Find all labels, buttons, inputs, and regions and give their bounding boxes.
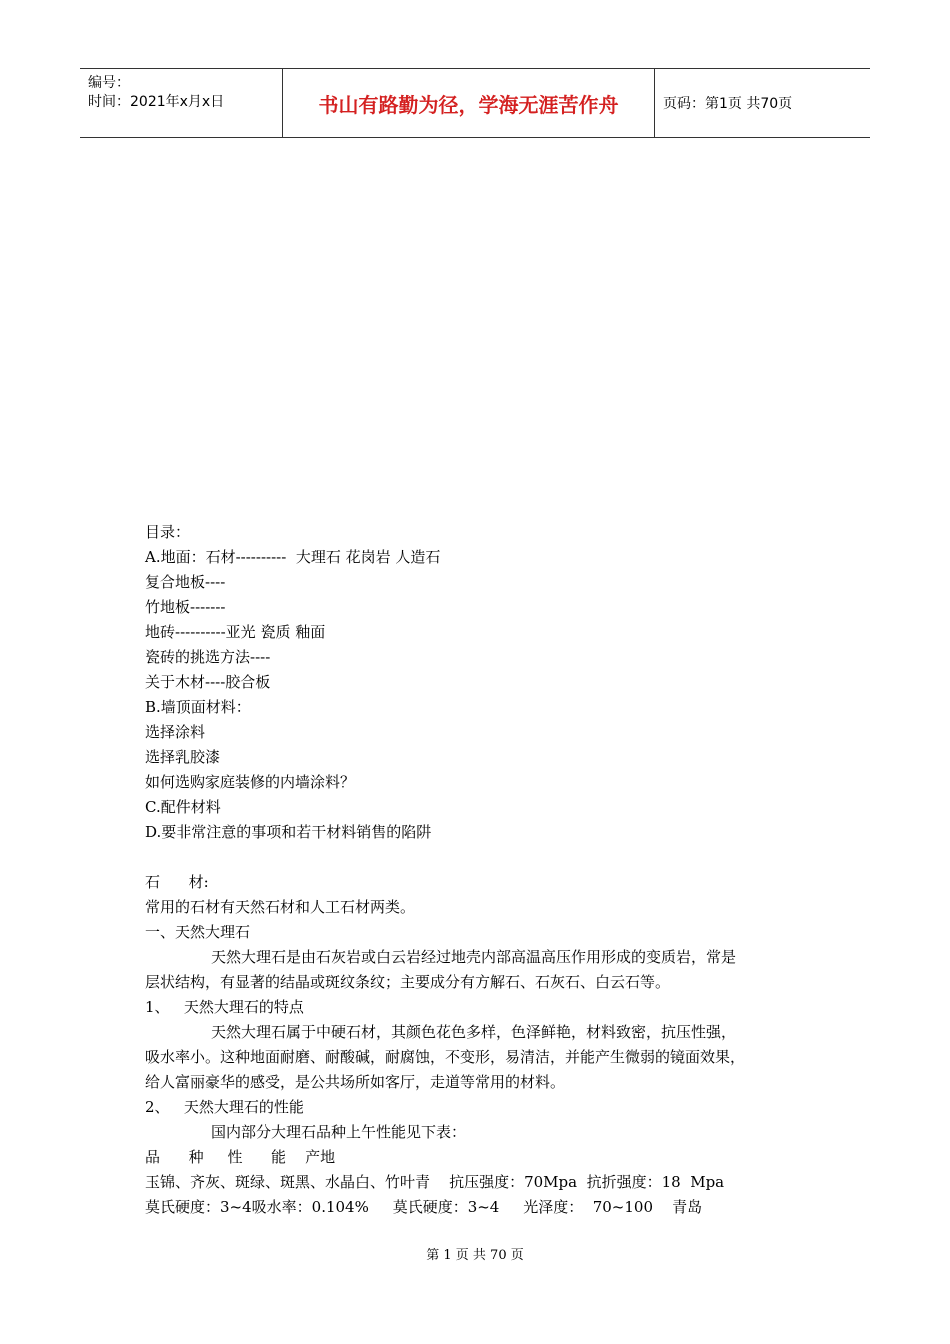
paragraph-line: 层状结构，有显著的结晶或斑纹条纹；主要成分有方解石、石灰石、白云石等。 — [145, 973, 671, 991]
paragraph-line: 给人富丽豪华的感受，是公共场所如客厅，走道等常用的材料。 — [145, 1073, 566, 1091]
table-row-line: 莫氏硬度：3~4吸水率：0.104% 莫氏硬度：3~4 光泽度： 70~100 青岛 — [145, 1198, 703, 1216]
section-intro: 常用的石材有天然石材和人工石材两类。 — [145, 898, 416, 916]
header-motto-cell — [283, 69, 655, 137]
table-header-line: 品 种 性 能 产地 — [145, 1148, 336, 1166]
toc-item: 竹地板------- — [145, 598, 226, 616]
document-number-label: 编号： — [88, 75, 130, 91]
toc-item: 选择乳胶漆 — [145, 748, 221, 766]
paragraph-line: 天然大理石属于中硬石材，其颜色花色多样，色泽鲜艳，材料致密，抗压性强， — [211, 1023, 737, 1041]
toc-item: 选择涂料 — [145, 723, 206, 741]
header-page-cell — [655, 69, 870, 137]
numbered-heading: 2、 天然大理石的性能 — [145, 1098, 304, 1116]
page-footer: 第 1 页 共 70 页 — [426, 1248, 524, 1263]
paragraph-line: 吸水率小。这种地面耐磨、耐酸碱，耐腐蚀，不变形，易清洁，并能产生微弱的镜面效果， — [145, 1048, 746, 1066]
section-heading: 石 材: — [145, 873, 209, 891]
document-body — [145, 520, 825, 1220]
spacer — [145, 845, 825, 870]
toc-item: 地砖----------亚光 瓷质 釉面 — [145, 623, 326, 641]
table-row-line: 玉锦、齐灰、斑绿、斑黑、水晶白、竹叶青 抗压强度：70Mpa 抗折强度：18 Mpa — [145, 1173, 725, 1191]
toc-item: 如何选购家庭装修的内墙涂料？ — [145, 773, 356, 791]
header-meta-cell — [80, 69, 283, 137]
toc-item: A.地面：石材---------- 大理石 花岗岩 人造石 — [145, 548, 441, 566]
toc-item: C.配件材料 — [145, 798, 221, 816]
numbered-heading: 1、 天然大理石的特点 — [145, 998, 304, 1016]
subsection-heading: 一、天然大理石 — [145, 923, 251, 941]
document-header — [80, 68, 870, 138]
toc-item: 瓷砖的挑选方法---- — [145, 648, 271, 666]
toc-item: D.要非常注意的事项和若干材料销售的陷阱 — [145, 823, 432, 841]
toc-title: 目录： — [145, 523, 191, 541]
toc-item: B.墙顶面材料： — [145, 698, 251, 716]
toc-item: 关于木材----胶合板 — [145, 673, 271, 691]
header-page-info: 页码：第1页 共70页 — [663, 96, 793, 112]
header-motto: 书山有路勤为径，学海无涯苦作舟 — [318, 93, 619, 117]
paragraph-line: 天然大理石是由石灰岩或白云岩经过地壳内部高温高压作用形成的变质岩，常是 — [211, 948, 737, 966]
paragraph-line: 国内部分大理石品种上午性能见下表： — [211, 1123, 467, 1141]
document-time-label: 时间：2021年x月x日 — [88, 94, 225, 110]
toc-item: 复合地板---- — [145, 573, 226, 591]
